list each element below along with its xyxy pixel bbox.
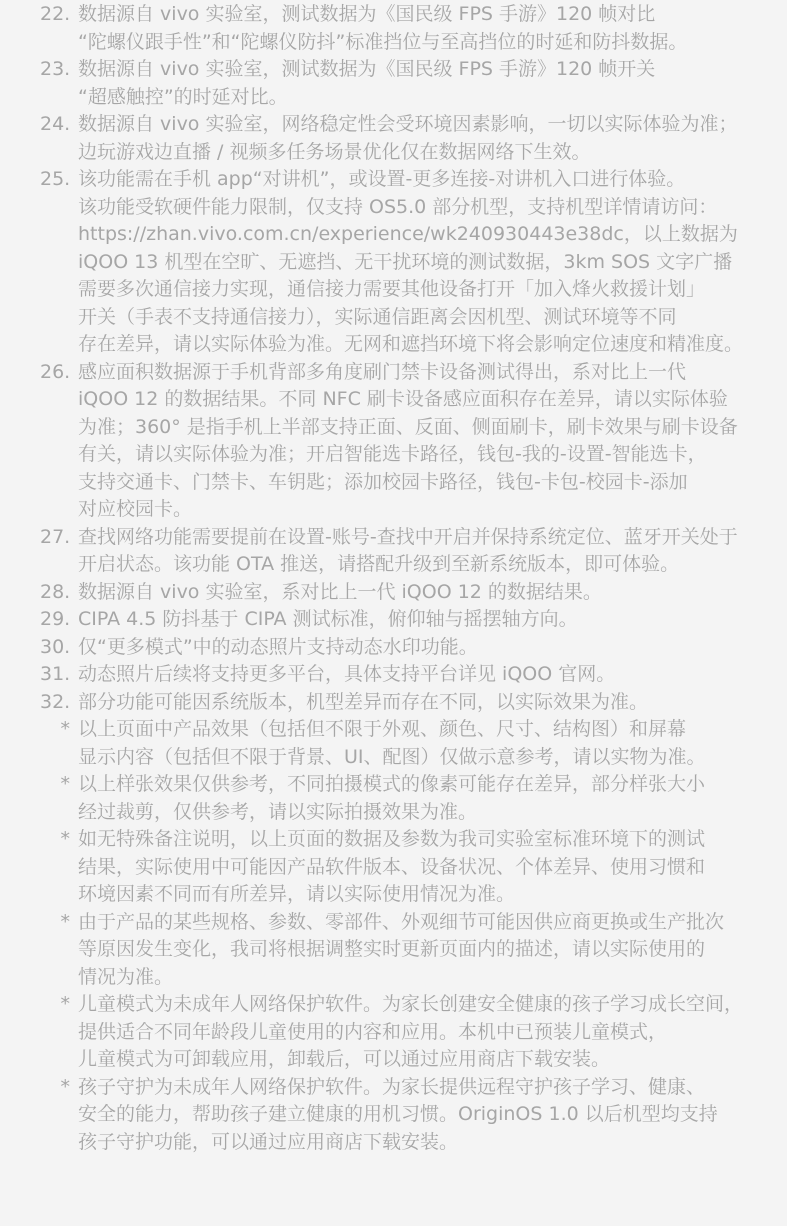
note-line: 由于产品的某些规格、参数、零部件、外观细节可能因供应商更换或生产批次 bbox=[78, 910, 725, 933]
note-line: 有关，请以实际体验为准；开启智能选卡路径，钱包-我的-设置-智能选卡， bbox=[78, 443, 707, 465]
note-line: 边玩游戏边直播 / 视频多任务场景优化仅在数据网络下生效。 bbox=[78, 140, 591, 163]
note-asterisk-marker: * bbox=[60, 718, 70, 740]
note-item bbox=[40, 826, 770, 909]
note-line: 安全的能力，帮助孩子建立健康的用机习惯。OriginOS 1.0 以后机型均支持 bbox=[78, 1103, 718, 1125]
note-line: 动态照片后续将支持更多平台，具体支持平台详见 iQOO 官网。 bbox=[78, 663, 616, 685]
note-line: 如无特殊备注说明，以上页面的数据及参数为我司实验室标准环境下的测试 bbox=[78, 828, 706, 850]
note-item bbox=[40, 634, 770, 662]
note-item bbox=[40, 56, 770, 111]
note-text bbox=[78, 111, 770, 166]
note-line: 仅“更多模式”中的动态照片支持动态水印功能。 bbox=[78, 635, 478, 658]
note-line: 开关（手表不支持通信接力），实际通信距离会因机型、测试环境等不同 bbox=[78, 305, 677, 328]
note-item bbox=[40, 909, 770, 992]
note-line: 开启状态。该功能 OTA 推送，请搭配升级到至新系统版本，即可体验。 bbox=[78, 553, 680, 575]
note-item bbox=[40, 991, 770, 1074]
note-text bbox=[78, 716, 770, 771]
note-asterisk-marker: * bbox=[60, 828, 70, 850]
note-line: 对应校园卡。 bbox=[78, 498, 193, 520]
note-asterisk-marker: * bbox=[60, 773, 70, 795]
note-line: CIPA 4.5 防抖基于 CIPA 测试标准，俯仰轴与摇摆轴方向。 bbox=[78, 608, 578, 630]
note-text bbox=[78, 359, 770, 524]
note-item bbox=[40, 716, 770, 771]
note-item bbox=[40, 1, 770, 56]
note-line: 结果，实际使用中可能因产品软件版本、设备状况、个体差异、使用习惯和 bbox=[78, 855, 706, 878]
note-asterisk-marker: * bbox=[60, 1075, 70, 1098]
note-text bbox=[78, 771, 770, 826]
note-text bbox=[78, 579, 770, 607]
note-text bbox=[78, 524, 770, 579]
note-asterisk-marker: * bbox=[60, 910, 70, 933]
note-number-marker: 32. bbox=[40, 690, 71, 713]
note-line: 提供适合不同年龄段儿童使用的内容和应用。本机中已预装儿童模式， bbox=[78, 1020, 668, 1043]
note-item bbox=[40, 359, 770, 524]
note-line: 该功能受软硬件能力限制，仅支持 OS5.0 部分机型，支持机型详情请访问： bbox=[78, 195, 718, 218]
note-text bbox=[78, 689, 770, 717]
note-item bbox=[40, 579, 770, 607]
note-item bbox=[40, 166, 770, 359]
note-number-marker: 26. bbox=[40, 360, 71, 383]
note-line: 孩子守护为未成年人网络保护软件。为家长提供远程守护孩子学习、健康、 bbox=[78, 1075, 706, 1098]
note-item bbox=[40, 689, 770, 717]
note-text bbox=[78, 991, 770, 1074]
note-line: “超感触控”的时延对比。 bbox=[78, 85, 288, 108]
note-line: 该功能需在手机 app“对讲机”，或设置-更多连接-对讲机入口进行体验。 bbox=[78, 168, 686, 190]
note-line: 环境因素不同而有所差异，请以实际使用情况为准。 bbox=[78, 883, 516, 905]
note-line: 等原因发生变化，我司将根据调整实时更新页面内的描述，请以实际使用的 bbox=[78, 938, 706, 960]
note-line: iQOO 13 机型在空旷、无遮挡、无干扰环境的测试数据，3km SOS 文字广播 bbox=[78, 250, 733, 273]
note-item bbox=[40, 111, 770, 166]
note-line: 儿童模式为可卸载应用，卸载后，可以通过应用商店下载安装。 bbox=[78, 1048, 611, 1070]
note-line: 部分功能可能因系统版本，机型差异而存在不同，以实际效果为准。 bbox=[78, 690, 649, 713]
note-number-marker: 30. bbox=[40, 635, 71, 658]
note-line: 儿童模式为未成年人网络保护软件。为家长创建安全健康的孩子学习成长空间， bbox=[78, 993, 744, 1015]
note-asterisk-marker: * bbox=[60, 993, 70, 1015]
note-item bbox=[40, 524, 770, 579]
note-text bbox=[78, 166, 770, 359]
note-line: “陀螺仪跟手性”和“陀螺仪防抖”标准挡位与至高挡位的时延和防抖数据。 bbox=[78, 30, 688, 53]
note-number-marker: 25. bbox=[40, 168, 71, 190]
note-text bbox=[78, 1074, 770, 1157]
note-line: 情况为准。 bbox=[78, 965, 174, 988]
note-number-marker: 24. bbox=[40, 113, 71, 135]
note-number-marker: 27. bbox=[40, 525, 71, 548]
note-line: iQOO 12 的数据结果。不同 NFC 刷卡设备感应面积存在差异，请以实际体验 bbox=[78, 388, 728, 410]
footnotes-list bbox=[40, 1, 770, 1156]
note-line: 为准；360° 是指手机上半部支持正面、反面、侧面刷卡，刷卡效果与刷卡设备 bbox=[78, 415, 738, 438]
note-line: 查找网络功能需要提前在设置-账号-查找中开启并保持系统定位、蓝牙开关处于 bbox=[78, 525, 738, 548]
note-line: 感应面积数据源于手机背部多角度刷门禁卡设备测试得出，系对比上一代 bbox=[78, 360, 687, 383]
note-text bbox=[78, 1, 770, 56]
note-item bbox=[40, 661, 770, 689]
note-line: 经过裁剪，仅供参考，请以实际拍摄效果为准。 bbox=[78, 800, 478, 823]
note-line: 数据源自 vivo 实验室，测试数据为《国民级 FPS 手游》120 帧开关 bbox=[78, 58, 656, 80]
note-line: 数据源自 vivo 实验室，系对比上一代 iQOO 12 的数据结果。 bbox=[78, 580, 602, 603]
note-line: 以上页面中产品效果（包括但不限于外观、颜色、尺寸、结构图）和屏幕 bbox=[78, 718, 687, 740]
note-line: 数据源自 vivo 实验室，网络稳定性会受环境因素影响，一切以实际体验为准； bbox=[78, 113, 738, 135]
note-line: 数据源自 vivo 实验室，测试数据为《国民级 FPS 手游》120 帧对比 bbox=[78, 3, 656, 25]
note-text bbox=[78, 661, 770, 689]
note-text bbox=[78, 56, 770, 111]
note-number-marker: 28. bbox=[40, 580, 71, 603]
note-line: 孩子守护功能，可以通过应用商店下载安装。 bbox=[78, 1130, 459, 1153]
note-number-marker: 22. bbox=[40, 3, 71, 25]
note-text bbox=[78, 634, 770, 662]
note-item bbox=[40, 606, 770, 634]
note-number-marker: 29. bbox=[40, 608, 71, 630]
note-line: 存在差异，请以实际体验为准。无网和遮挡环境下将会影响定位速度和精准度。 bbox=[78, 333, 744, 355]
note-line: 显示内容（包括但不限于背景、UI、配图）仅做示意参考，请以实物为准。 bbox=[78, 745, 706, 768]
note-item bbox=[40, 1074, 770, 1157]
note-line: 需要多次通信接力实现，通信接力需要其他设备打开「加入烽火救援计划」 bbox=[78, 278, 706, 300]
note-item bbox=[40, 771, 770, 826]
note-text bbox=[78, 606, 770, 634]
note-line: https://zhan.vivo.com.cn/experience/wk240930443e38dc，以上数据为 bbox=[78, 223, 738, 245]
note-number-marker: 31. bbox=[40, 663, 71, 685]
note-text bbox=[78, 826, 770, 909]
note-line: 支持交通卡、门禁卡、车钥匙；添加校园卡路径，钱包-卡包-校园卡-添加 bbox=[78, 470, 688, 493]
note-line: 以上样张效果仅供参考，不同拍摄模式的像素可能存在差异，部分样张大小 bbox=[78, 773, 706, 795]
note-text bbox=[78, 909, 770, 992]
note-number-marker: 23. bbox=[40, 58, 71, 80]
